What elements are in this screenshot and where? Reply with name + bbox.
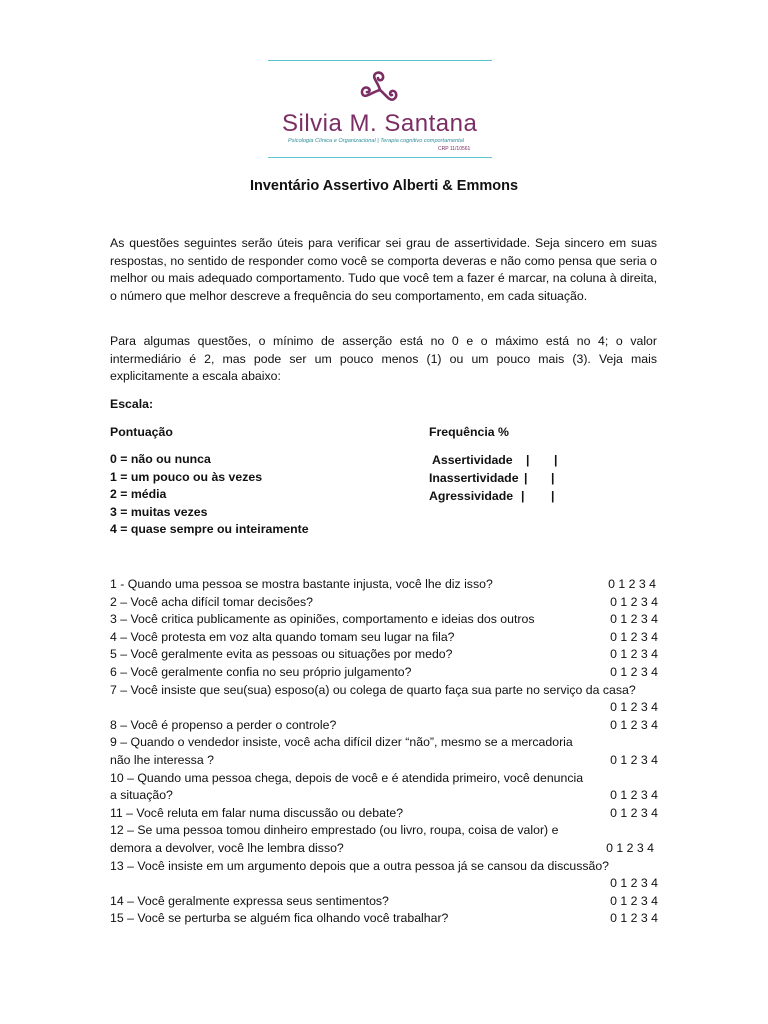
question-item [110,646,660,664]
answer-scale: 0 1 2 3 4 [608,577,656,591]
answer-scale: 0 1 2 3 4 [610,788,658,803]
answer-scale: 0 1 2 3 4 [610,664,658,679]
answer-scale: 0 1 2 3 4 [606,840,654,855]
answer-scale: 0 1 2 3 4 [610,647,658,662]
question-item [110,734,660,769]
question-item [110,910,660,928]
scale-item: 1 = um pouco ou às vezes [110,469,263,484]
question-item [110,717,660,735]
question-item [110,664,660,682]
question-text: 4 – Você protesta em voz alta quando tomam seu lugar na fila? [110,629,455,644]
logo-top-rule [268,60,492,61]
frequency-separator: | [526,453,530,467]
question-item [110,629,660,647]
logo-subtitle: Psicologia Clínica e Organizacional | Terapia cognitivo comportamental [288,138,464,144]
logo [268,60,492,160]
scale-list [110,451,309,539]
question-text: 2 – Você acha difícil tomar decisões? [110,594,314,609]
answer-scale: 0 1 2 3 4 [610,700,658,715]
frequency-separator: | [524,471,528,485]
answer-scale: 0 1 2 3 4 [610,594,658,609]
frequency-separator: | [554,453,558,467]
answer-scale: 0 1 2 3 4 [610,629,658,644]
question-list [110,576,660,928]
scale-item: 2 = média [110,487,167,501]
question-item [110,822,660,857]
frequency-separator: | [551,471,555,485]
question-text: 15 – Você se perturba se alguém fica olhando você trabalhar? [110,911,449,926]
document-title: Inventário Assertivo Alberti & Emmons [249,178,519,194]
question-text: 12 – Se uma pessoa tomou dinheiro emprestado (ou livro, roupa, coisa de valor) e demora a devolver, você lhe lembra disso? [110,823,559,855]
scale-note-paragraph: Para algumas questões, o mínimo de asserção está no 0 e o máximo está no 4; o valor intermediário é 2, mas pode ser um pouco menos (1) ou um pouco mais (3). Veja mais explicitamente a escala abaixo: [110,334,657,383]
scale-item: 4 = quase sempre ou inteiramente [110,522,309,536]
score-header: Pontuação [110,425,173,439]
frequency-separator: | [551,489,555,503]
logo-bottom-rule [268,157,492,158]
frequency-header: Frequência % [429,425,509,439]
question-item [110,682,660,717]
scale-item: 0 = não ou nunca [110,452,211,466]
question-text: 11 – Você reluta em falar numa discussão ou debate? [110,805,404,820]
frequency-row [429,451,569,469]
question-text: 7 – Você insiste que seu(sua) esposo(a) ou colega de quarto faça sua parte no serviço da casa? [110,682,636,697]
question-item [110,611,660,629]
question-item [110,805,660,823]
answer-scale: 0 1 2 3 4 [610,612,658,627]
scale-label: Escala: [110,397,154,411]
question-item [110,893,660,911]
question-item [110,858,660,893]
question-text: 14 – Você geralmente expressa seus sentimentos? [110,893,389,908]
frequency-label: Inassertividade [429,471,519,485]
triskelion-icon [356,70,404,110]
intro-paragraph: As questões seguintes serão úteis para verificar sei grau de assertividade. Seja sincero em suas respostas, no sentido de responder como você se comporta deveras e não como pensa que seria o melhor ou mais adequado comportamento. Tudo que você tem a fazer é marcar, na coluna à direita, o número que melhor descreve a frequência do seu comportamento, em cada situação. [110,236,657,303]
frequency-label: Agressividade [429,489,514,503]
logo-crp: CRP 11/10561 [438,146,471,152]
frequency-separator: | [521,489,525,503]
question-text: 8 – Você é propenso a perder o controle? [110,717,337,732]
question-text: 3 – Você critica publicamente as opiniões, comportamento e ideias dos outros [110,612,535,627]
question-item [110,594,660,612]
frequency-row [429,469,569,487]
frequency-label: Assertividade [432,453,513,467]
question-text: 10 – Quando uma pessoa chega, depois de você e é atendida primeiro, você denuncia a situação? [110,770,584,803]
frequency-row [429,487,569,505]
question-text: 13 – Você insiste em um argumento depois que a outra pessoa já se cansou da discussão? [110,858,610,873]
answer-scale: 0 1 2 3 4 [610,911,658,926]
question-text: 5 – Você geralmente evita as pessoas ou situações por medo? [110,647,453,662]
question-text: 1 - Quando uma pessoa se mostra bastante injusta, você lhe diz isso? [110,577,493,591]
question-text: 6 – Você geralmente confia no seu próprio julgamento? [110,664,412,679]
question-text: 9 – Quando o vendedor insiste, você acha difícil dizer “não”, mesmo se a mercadoria não lhe interessa ? [110,735,573,767]
scale-item: 3 = muitas vezes [110,504,208,519]
question-item [110,770,660,805]
answer-scale: 0 1 2 3 4 [610,876,658,891]
answer-scale: 0 1 2 3 4 [610,893,658,908]
answer-scale: 0 1 2 3 4 [610,805,658,820]
answer-scale: 0 1 2 3 4 [610,752,658,767]
answer-scale: 0 1 2 3 4 [610,717,658,732]
logo-name: Silvia M. Santana [282,110,478,137]
question-item [110,576,660,594]
frequency-table [429,451,569,505]
